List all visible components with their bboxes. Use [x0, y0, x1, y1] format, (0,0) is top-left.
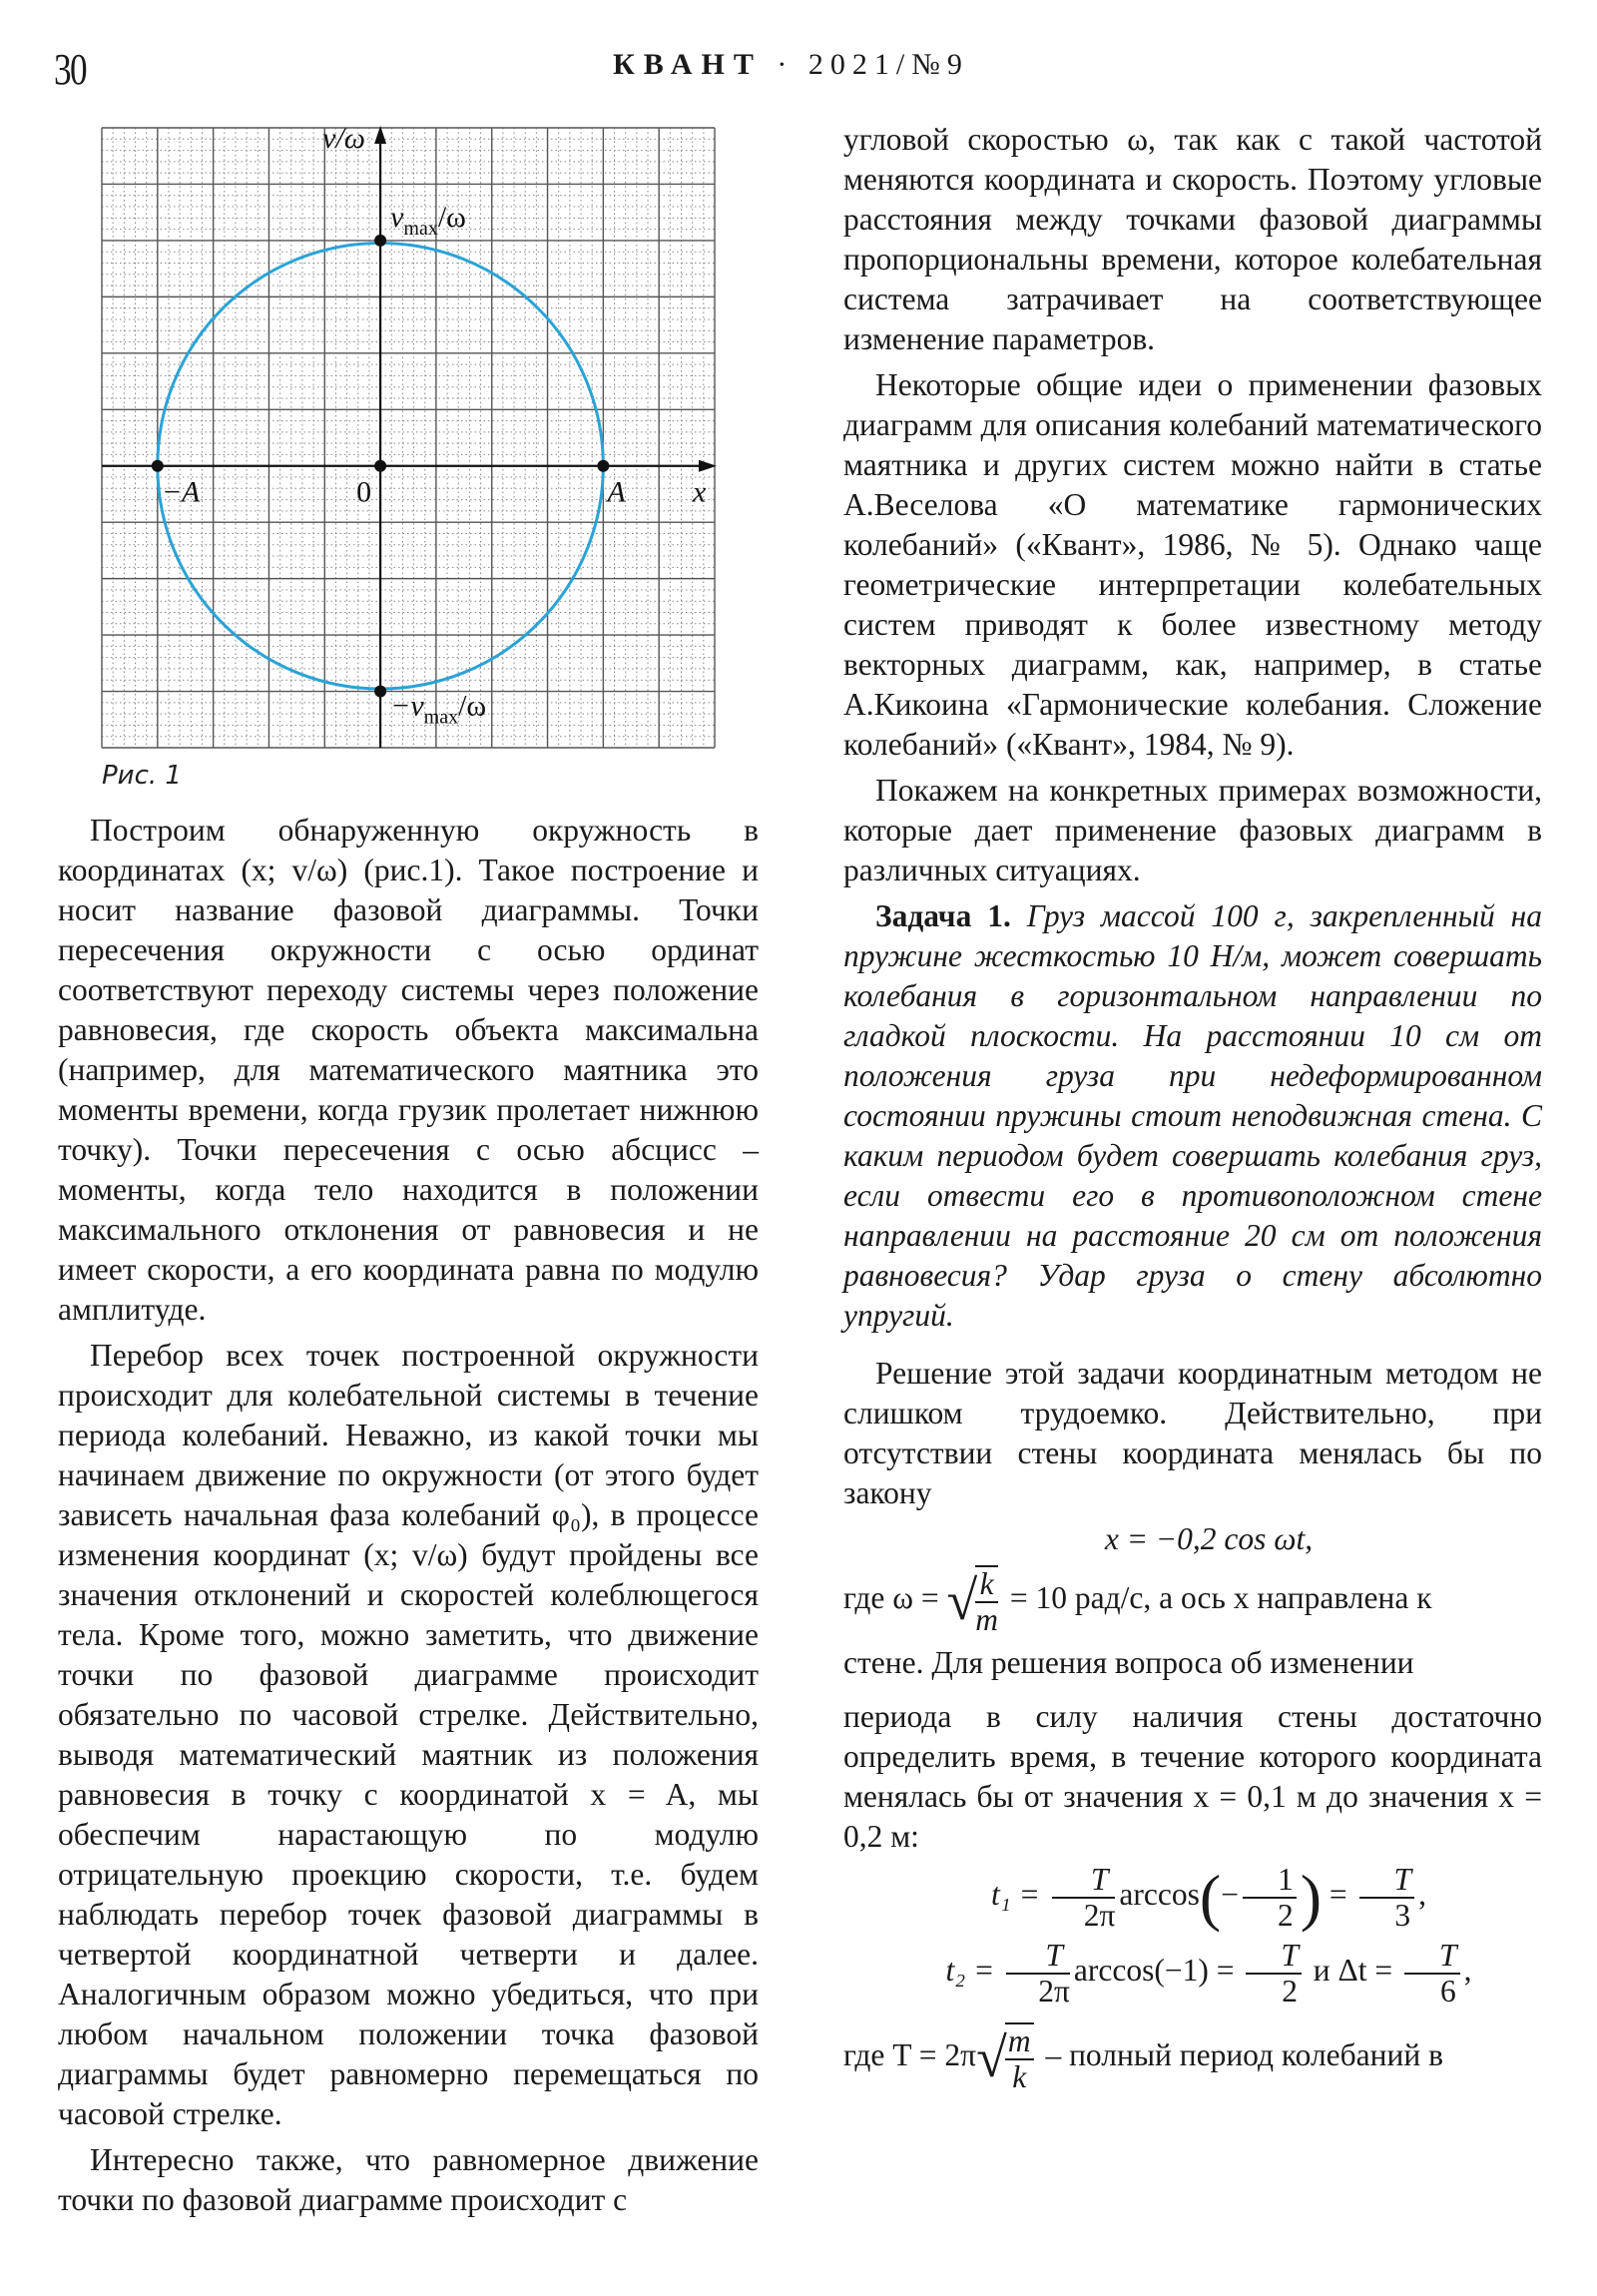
equation-omega-line: где ω = √ $\frac{k}{m}$ = 10 рад/с, а ось x направлена к — [843, 1566, 1432, 1637]
paragraph: периода в силу наличия стены достаточно определить время, в течение которого координата менялась бы от значения x = 0,1 м до значения x = 0,2 м: — [843, 1699, 1542, 1854]
task-label: Задача 1. — [875, 898, 1011, 933]
data-point — [597, 460, 609, 472]
x-axis-label: x — [693, 475, 707, 509]
neg-amplitude-label: −A — [161, 475, 201, 509]
data-point — [374, 686, 386, 698]
journal-name: КВАНТ — [613, 48, 763, 81]
vmax-top-label: $v_{max}/\omega$ — [390, 200, 466, 240]
equation-t1: t₁ = $\frac{T}{2\pi}$ arccos(− $\frac{1}{2}$ ) = $\frac{T}{3}$ , — [991, 1862, 1426, 1933]
paragraph: Покажем на конкретных примерах возможности, которые дает применение фазовых диаграмм в различных ситуациях. — [843, 773, 1542, 887]
left-column — [58, 811, 759, 2220]
equation-t2: t₂ = $\frac{T}{2\pi}$ arccos(−1) = $\frac{T}{2}$ и Δt = $\frac{T}{6}$ , — [945, 1938, 1472, 2009]
sqrt-k-over-m: √ $\frac{k}{m}$ — [946, 1566, 998, 1637]
paragraph: угловой скоростью ω, так как с такой частотой меняются координата и скорость. Поэтому угловые расстояния между точками фазовой диаграммы пропорциональны времени, которое колебательная система затрачивает на соответствующее изменение параметров. — [843, 122, 1542, 356]
paragraph: Решение этой задачи координатным методом не слишком трудоемко. Действительно, при отсутствии стены координата менялась бы по закону — [843, 1356, 1542, 1510]
equation-x-t: x = −0,2 cos ωt, — [1104, 1521, 1314, 1556]
data-point — [152, 460, 164, 472]
axis-labels — [162, 122, 707, 729]
right-column — [843, 120, 1542, 2094]
equation-period-line: где T = 2π√ $\frac{m}{k}$ – полный период колебаний в — [843, 2023, 1443, 2094]
task-statement: Груз массой 100 г, закрепленный на пружине жесткостью 10 Н/м, может совершать колебания в горизонтальном направлении по гладкой плоскости. На расстоянии 10 см от положения груза при недеформированном состоянии пружины стоит неподвижная стена. С каким периодом будет совершать колебания груз, если отвести его в противоположном стене направлении на расстояние 20 см от положения равновесия? Удар груза о стену абсолютно упругий. — [843, 898, 1542, 1333]
vmax-bottom-label: $-v_{max}/\omega$ — [390, 689, 487, 729]
data-point — [374, 235, 386, 247]
paragraph: Интересно также, что равномерное движение точки по фазовой диаграмме происходит с — [58, 2142, 759, 2217]
paragraph: Построим обнаруженную окружность в координатах (x; v/ω) (рис.1). Такое построение и носит название фазовой диаграммы. Точки пересечения окружности с осью ординат соответствуют переходу системы через положение равновесия, где скорость объекта максимальна (например, для математического маятника это моменты времени, когда грузик пролетает нижнюю точку). Точки пересечения с осью абсцисс – моменты, когда тело находится в положении максимального отклонения от равновесия и не имеет скорости, а его координата равна по модулю амплитуде. — [58, 813, 759, 1327]
paragraph: Перебор всех точек построенной окружности происходит для колебательной системы в течение периода колебаний. Неважно, из какой точки мы начинаем движение по окружности (от этого будет зависеть начальная фаза колебаний φ₀), в процессе изменения координат (x; v/ω) будут пройдены все значения отклонений и скоростей колеблющегося тела. Кроме того, можно заметить, что движение точки по фазовой диаграмме происходит обязательно по часовой стрелке. Действительно, выводя математический маятник из положения равновесия в точку с координатой x = A, мы обеспечим нарастающую по модулю отрицательную проекцию скорости, т.е. будем наблюдать перебор точек фазовой диаграммы в четвертой координатной четверти и далее. Аналогичным образом можно убедиться, что при любом начальном положении точка фазовой диаграммы будет равномерно перемещаться по часовой стрелке. — [58, 1338, 759, 2131]
data-point — [374, 460, 386, 472]
pos-amplitude-label: A — [607, 475, 626, 509]
paragraph: Некоторые общие идеи о применении фазовых диаграмм для описания колебаний математического маятника и других систем можно найти в статье А.Веселова «О математике гармонических колебаний» («Квант», 1986, № 5). Однако чаще геометрические интерпретации колебательных систем приводят к более известному методу векторных диаграмм, как, например, в статье А.Кикоина «Гармонические колебания. Сложение колебаний» («Квант», 1984, № 9). — [843, 367, 1542, 762]
task-1 — [843, 896, 1542, 1336]
figure-caption: Рис. 1 — [102, 761, 182, 791]
header-separator: · — [777, 48, 795, 81]
origin-label: 0 — [356, 475, 372, 509]
page-number: 30 — [54, 45, 86, 94]
phase-diagram-figure — [0, 0, 798, 799]
y-axis-label: v/ω — [322, 122, 365, 155]
issue-number: 2021/№9 — [807, 48, 969, 81]
sqrt-m-over-k: √ $\frac{m}{k}$ — [976, 2022, 1037, 2094]
paragraph: стене. Для решения вопроса об изменении — [843, 1645, 1414, 1680]
